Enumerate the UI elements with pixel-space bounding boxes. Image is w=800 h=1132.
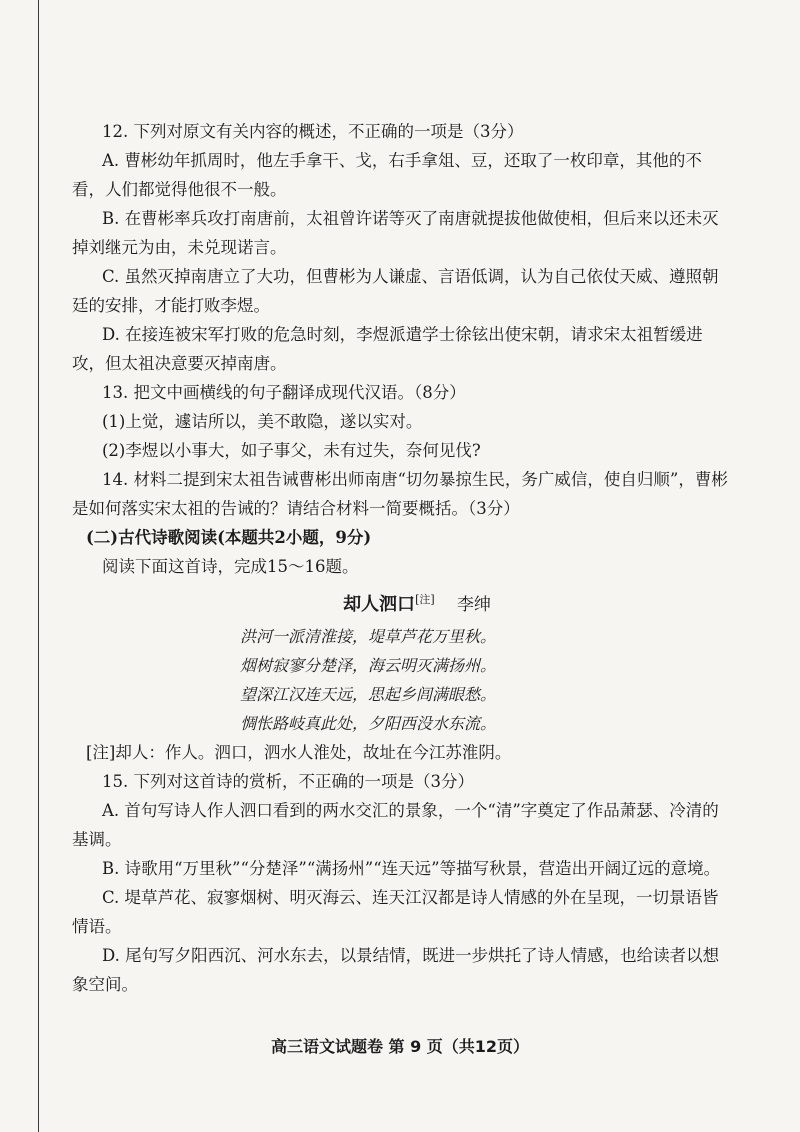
poem-line-3: 望深江汉连天远，思起乡闾满眼愁。 [240, 685, 497, 704]
question-12-option-a: A. 曹彬幼年抓周时，他左手拿干、戈，右手拿俎、豆，还取了一枚印章，其他的不看，人们都觉得他很不一般。 [72, 151, 702, 199]
poem-title: 却人泗口 [343, 594, 416, 615]
poem-line-1: 洪河一派清淮接，堤草芦花万里秋。 [240, 627, 497, 646]
exam-page-content [72, 117, 732, 999]
question-15-option-c: C. 堤草芦花、寂寥烟树、明灭海云、连天江汉都是诗人情感的外在呈现，一切景语皆情语。 [72, 888, 719, 936]
poem-line-2: 烟树寂寥分楚泽，海云明灭满扬州。 [240, 656, 497, 675]
question-13-item-2: (2)李煜以小事大，如子事父，未有过失，奈何见伐? [102, 441, 481, 460]
question-12-option-b: B. 在曹彬率兵攻打南唐前，太祖曾许诺等灭了南唐就提拔他做使相，但后来以还未灭掉刘继元为由，未兑现诺言。 [72, 209, 719, 257]
question-12-stem: 12. 下列对原文有关内容的概述，不正确的一项是（3分） [102, 122, 524, 141]
poem-note-mark: [注] [415, 593, 435, 606]
question-15-option-d: D. 尾句写夕阳西沉、河水东去，以景结情，既进一步烘托了诗人情感，也给读者以想象空间。 [72, 946, 720, 994]
poem-line-4: 惆怅路岐真此处，夕阳西没水东流。 [240, 714, 497, 733]
question-14-stem: 14. 材料二提到宋太祖告诫曹彬出师南唐“切勿暴掠生民，务广威信，使自归顺”，曹彬是如何落实宋太祖的告诫的？请结合材料一简要概括。（3分） [72, 470, 728, 518]
question-13-item-1: (1)上觉，遽诘所以，美不敢隐，遂以实对。 [102, 412, 423, 431]
question-12-option-c: C. 虽然灭掉南唐立了大功，但曹彬为人谦虚、言语低调，认为自己依仗天威、遵照朝廷的安排，才能打败李煜。 [72, 267, 719, 315]
question-13-stem: 13. 把文中画横线的句子翻译成现代汉语。（8分） [102, 383, 466, 402]
section-2-heading: (二)古代诗歌阅读(本题共2小题，9分) [86, 528, 372, 547]
poem-author: 李绅 [456, 595, 491, 615]
poem-note: [注]却人：作人。泗口，泗水人淮处，故址在今江苏淮阴。 [86, 743, 512, 762]
section-2-instruction: 阅读下面这首诗，完成15～16题。 [102, 557, 359, 576]
binding-margin-line [38, 0, 39, 1132]
question-15-option-b: B. 诗歌用“万里秋”“分楚泽”“满扬州”“连天远”等描写秋景，营造出开阔辽远的意境。 [102, 859, 721, 878]
poem-title-row [72, 585, 732, 620]
question-12-option-d: D. 在接连被宋军打败的危急时刻，李煜派遣学士徐铉出使宋朝，请求宋太祖暂缓进攻，但太祖决意要灭掉南唐。 [72, 325, 703, 373]
question-15-option-a: A. 首句写诗人作人泗口看到的两水交汇的景象，一个“清”字奠定了作品萧瑟、冷清的基调。 [72, 801, 719, 849]
question-15-stem: 15. 下列对这首诗的赏析，不正确的一项是（3分） [102, 772, 474, 791]
page-footer: 高三语文试题卷 第 9 页（共12页） [270, 1037, 530, 1056]
